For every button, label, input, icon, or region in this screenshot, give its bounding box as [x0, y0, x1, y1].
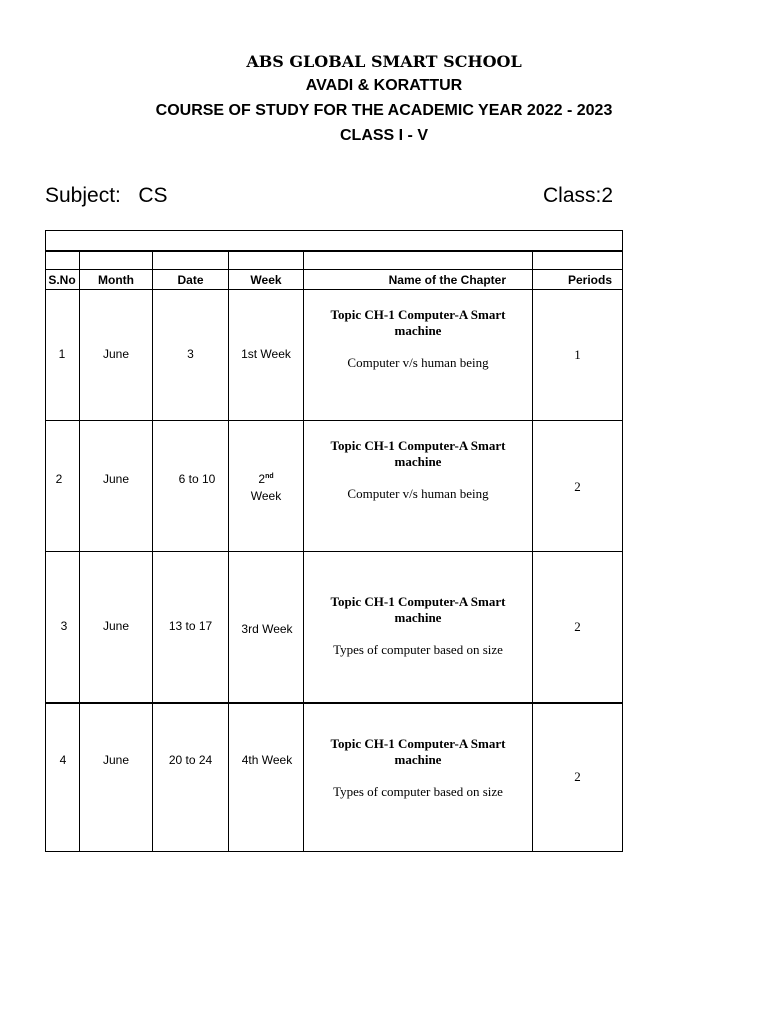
week-suffix: nd: [265, 472, 274, 480]
table-border-right: [622, 230, 623, 852]
course-table: [45, 230, 623, 852]
course-title: COURSE OF STUDY FOR THE ACADEMIC YEAR 2022 - 2023: [155, 102, 613, 119]
col-header-sno: S.No: [48, 272, 76, 287]
row-date: 13 to 17: [168, 619, 213, 633]
table-line: [45, 289, 623, 290]
row-chapter: [304, 307, 532, 371]
week-ordinal: [258, 468, 273, 488]
chapter-topic: Topic CH-1 Computer-A Smart machine: [330, 594, 506, 625]
row-sno: 4: [59, 753, 67, 767]
branch-name: AVADI & KORATTUR: [305, 77, 463, 94]
table-col-line: [532, 250, 533, 852]
row-week: 4th Week: [241, 753, 293, 767]
chapter-subtopic: Types of computer based on size: [333, 784, 503, 799]
row-periods: 1: [574, 347, 581, 362]
row-month: June: [102, 753, 130, 767]
chapter-topic: Topic CH-1 Computer-A Smart machine: [330, 307, 506, 338]
table-border-top: [45, 230, 623, 231]
row-sno: 3: [60, 619, 68, 633]
row-week: 1st Week: [241, 347, 291, 361]
chapter-topic: Topic CH-1 Computer-A Smart machine: [330, 438, 506, 469]
subject-label: Subject: CS: [45, 184, 168, 207]
row-sno: 2: [55, 472, 63, 486]
row-week: [229, 468, 303, 504]
row-sno: 1: [58, 347, 66, 361]
row-periods: 2: [574, 769, 581, 784]
chapter-topic: Topic CH-1 Computer-A Smart machine: [330, 736, 506, 767]
row-month: June: [102, 472, 130, 486]
row-month: June: [102, 619, 130, 633]
row-week: 3rd Week: [241, 622, 293, 636]
row-chapter: [304, 438, 532, 502]
row-month: June: [102, 347, 130, 361]
row-periods: 2: [574, 479, 581, 494]
col-header-periods: Periods: [568, 272, 613, 287]
row-date: 20 to 24: [168, 753, 213, 767]
chapter-subtopic: Types of computer based on size: [333, 642, 503, 657]
col-header-chapter: Name of the Chapter: [388, 272, 506, 287]
chapter-subtopic: Computer v/s human being: [347, 486, 489, 501]
col-header-week: Week: [250, 272, 282, 287]
chapter-subtopic: Computer v/s human being: [347, 355, 489, 370]
row-chapter: [304, 594, 532, 658]
row-date: 6 to 10: [178, 472, 216, 486]
row-periods: 2: [574, 619, 581, 634]
school-name: ABS GLOBAL SMART SCHOOL: [246, 52, 522, 71]
col-header-month: Month: [98, 272, 134, 287]
class-label: Class:2: [543, 184, 614, 207]
table-line: [45, 420, 623, 421]
class-range: CLASS I - V: [339, 127, 428, 144]
table-line: [45, 250, 623, 252]
table-border-bottom: [45, 851, 623, 852]
col-header-date: Date: [177, 272, 204, 287]
table-line: [45, 551, 623, 552]
row-chapter: [304, 736, 532, 800]
table-line: [45, 702, 623, 704]
week-number: 2: [258, 471, 266, 486]
row-date: 3: [187, 347, 194, 361]
week-word: Week: [250, 488, 282, 503]
